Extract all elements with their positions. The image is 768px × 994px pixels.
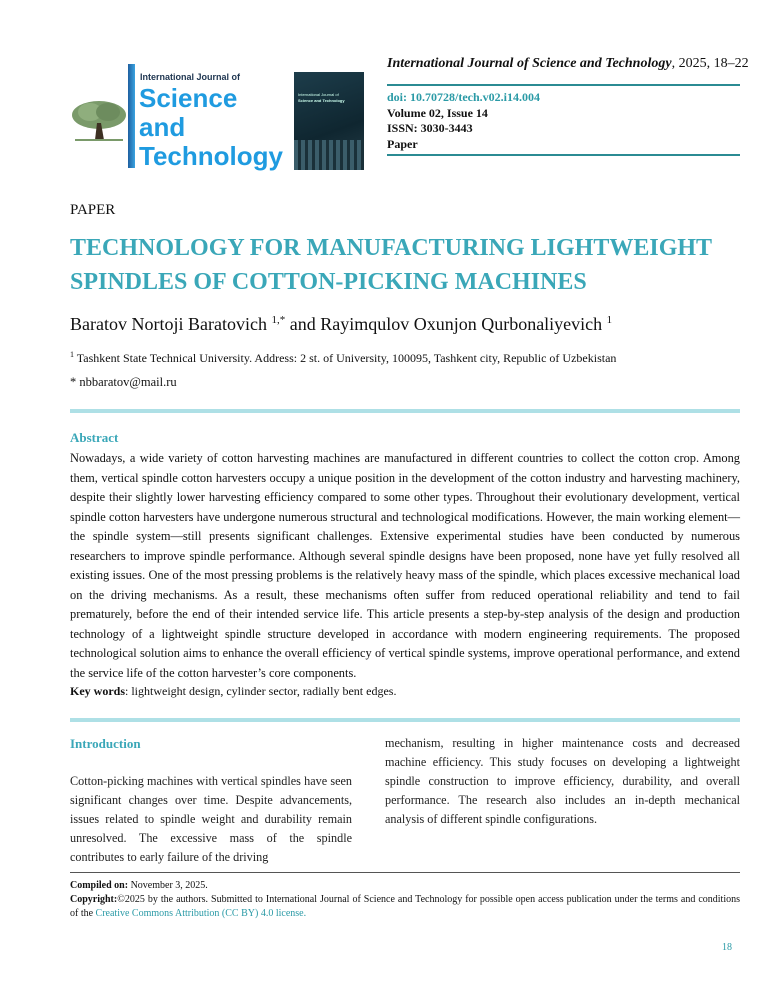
authors xyxy=(70,313,740,335)
paper-title: TECHNOLOGY FOR MANUFACTURING LIGHTWEIGHT SPINDLES OF COTTON-PICKING MACHINES xyxy=(70,235,712,295)
corresponding-email xyxy=(70,375,740,390)
page-number: 18 xyxy=(722,942,732,953)
journal-citation xyxy=(387,55,749,73)
license-link[interactable]: Creative Commons Attribution (CC BY) 4.0 license. xyxy=(95,908,307,919)
abstract-bottom-bar xyxy=(70,718,740,722)
copyright-text: ©2025 by the authors. Submitted to International Journal of Science and Technology for possible open access publication under the terms and conditions of the xyxy=(70,894,740,919)
issn: ISSN: 3030-3443 xyxy=(387,121,473,135)
author-1-affiliation-mark: 1,* xyxy=(271,314,286,326)
footer-notes xyxy=(70,879,740,921)
tree-logo-icon xyxy=(70,98,128,143)
journal-year-pages: , 2025, 18–22 xyxy=(671,56,749,71)
article-body xyxy=(70,201,740,867)
abstract-heading: Abstract xyxy=(70,430,119,445)
introduction-column-1: Cotton-picking machines with vertical spindles have seen significant changes over time. Despite advancements, issues related to spindle weight and durability remain unresolved. The excessive mass of the spindle contributes to early failure of the driving xyxy=(70,774,352,864)
volume-issue: Volume 02, Issue 14 xyxy=(387,105,488,120)
email-mark: * xyxy=(70,375,77,389)
logo-text-science: Science xyxy=(139,83,238,113)
logo-text-and: and xyxy=(139,112,186,142)
introduction-heading: Introduction xyxy=(70,736,141,751)
footer-divider xyxy=(70,872,740,873)
cover-title-2: Science and Technology xyxy=(298,98,345,103)
copyright-label: Copyright: xyxy=(70,894,118,905)
author-2-affiliation-mark: 1 xyxy=(606,314,613,326)
introduction-left xyxy=(70,736,352,867)
author-1: Baratov Nortoji Baratovich xyxy=(70,314,267,334)
article-type: Paper xyxy=(387,136,418,151)
author-separator: and xyxy=(285,314,321,334)
introduction-section xyxy=(70,736,740,867)
abstract-top-bar xyxy=(70,409,740,413)
introduction-column-2: mechanism, resulting in higher maintenance costs and decreased machine efficiency. This study focuses on developing a lightweight spindle construction to improve efficiency, durability, and overall performance. The research also includes an in-depth mechanical analysis of different spindle configurations. xyxy=(385,736,740,826)
email-link[interactable]: nbbaratov@mail.ru xyxy=(79,375,177,389)
journal-name: International Journal of Science and Technology xyxy=(387,56,672,71)
compiled-label: Compiled on: xyxy=(70,880,129,891)
logo-text-line1: International Journal of xyxy=(140,72,241,82)
keywords-label: Key words xyxy=(70,684,125,698)
journal-cover-image xyxy=(294,72,364,170)
logo-bar xyxy=(128,64,135,168)
abstract-text: Nowadays, a wide variety of cotton harvesting machines are manufactured in different countries to collect the cotton crop. Among them, vertical spindle cotton harvesters occupy a unique position in the development of the cotton industry and harvesting machinery, despite their slightly lower harvesting efficiency compared to some other types. Throughout their evolutionary development, vertical spindle cotton harvesters have undergone numerous structural and technological modifications. However, the main working element—the spindle system—still presents significant challenges. Extensive experimental studies have been conducted by numerous researchers to improve spindle performance. Although several spindle designs have been proposed, none have yet fully resolved all existing issues. One of the most pressing problems is the relatively heavy mass of the spindle, which places excessive mechanical load on the driving mechanisms. As a result, these mechanisms often suffer from reduced operational reliability and tend to fail prematurely, before the end of their intended service life. This article presents a step-by-step analysis of the design and production technology of a lightweight spindle structure developed in accordance with modern engineering requirements. The proposed technological solution aims to enhance the overall efficiency of vertical spindle systems, improve operational performance, and extend the service life of the cotton harvester’s core components. xyxy=(70,451,740,680)
author-2: Rayimqulov Oxunjon Qurbonaliyevich xyxy=(320,314,603,334)
paper-label: PAPER xyxy=(70,202,116,218)
divider xyxy=(387,84,740,86)
affiliation xyxy=(70,351,740,366)
article-meta xyxy=(387,90,540,152)
affiliation-mark: 1 xyxy=(70,350,74,359)
keywords-text: : lightweight design, cylinder sector, radially bent edges. xyxy=(125,684,397,698)
divider xyxy=(387,154,740,156)
cover-title-1: International Journal of xyxy=(298,92,339,97)
affiliation-text: Tashkent State Technical University. Address: 2 st. of University, 100095, Tashkent city, Republic of Uzbekistan xyxy=(76,351,617,365)
keywords xyxy=(70,683,740,700)
logo-text-technology: Technology xyxy=(139,141,283,171)
compiled-date: November 3, 2025. xyxy=(128,880,208,891)
doi-link[interactable]: doi: 10.70728/tech.v02.i14.004 xyxy=(387,90,540,104)
